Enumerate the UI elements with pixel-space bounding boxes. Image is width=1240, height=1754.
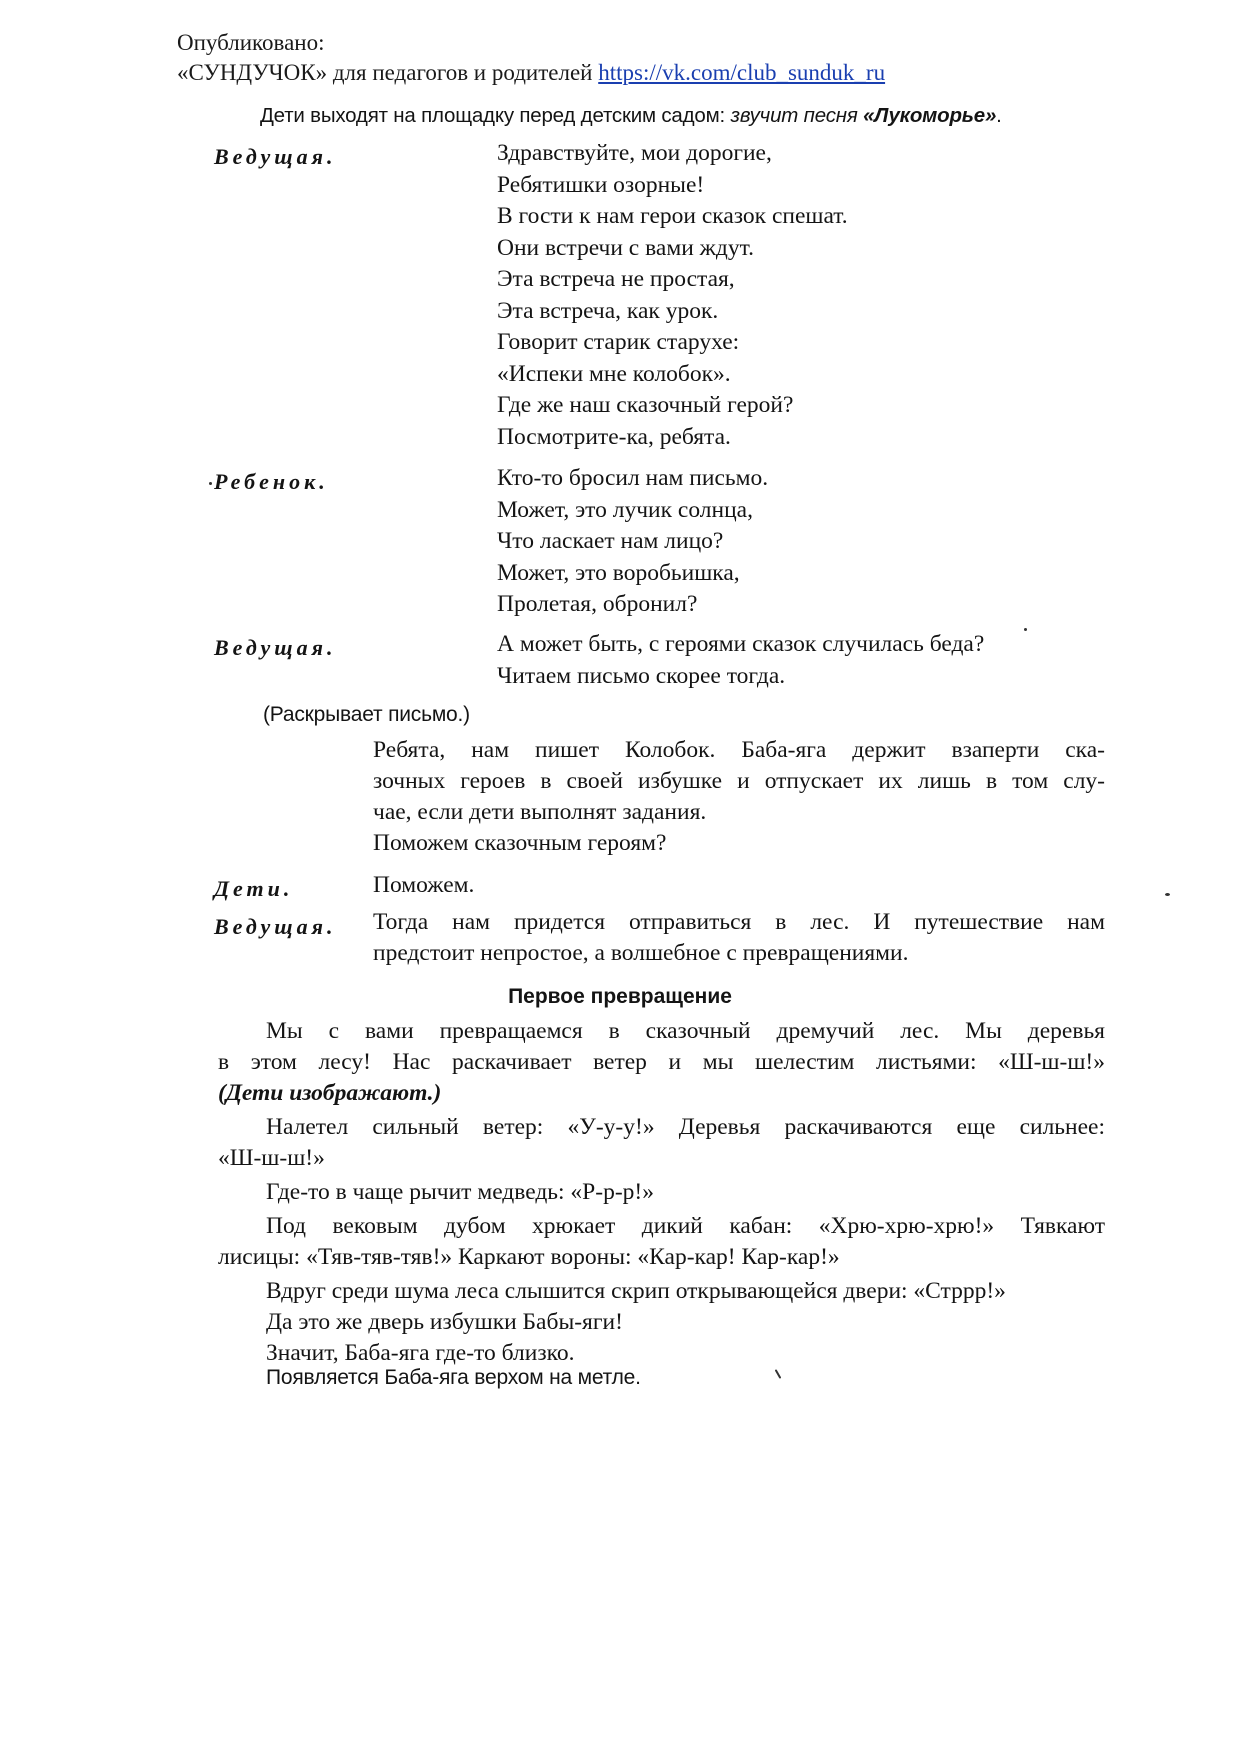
verse-line: Может, это воробьишка, [497,559,740,586]
prose-line: Да это же дверь избушки Бабы-яги! [266,1309,623,1335]
prose-line: Тогда нам придется отправиться в лес. И путешествие нам [373,909,1105,935]
prose-line: Где-то в чаще рычит медведь: «Р-р-р!» [266,1179,654,1205]
verse-line: Они встречи с вами ждут. [497,234,754,261]
children-reply: Поможем. [373,872,475,898]
prose-line: Вдруг среди шума леса слышится скрип открывающейся двери: «Стррр!» [266,1278,1006,1304]
verse-line: Пролетая, обронил? [497,591,698,617]
speaker-host-3: Ведущая. [214,914,337,939]
scan-speck [775,1369,782,1379]
verse-host-2 [497,629,984,692]
prose-line: Под вековым дубом хрюкает дикий кабан: «Хрю-хрю-хрю!» Тявкают [266,1213,1105,1239]
intro-text: Дети выходят на площадку перед детским садом: [260,104,731,127]
prose-line: предстоит непростое, а волшебное с превращениями. [373,940,909,966]
intro-italic: звучит песня [730,104,864,127]
verse-line: Где же наш сказочный герой? [497,392,794,418]
verse-line: Эта встреча, как урок. [497,297,719,324]
verse-line: Здравствуйте, мои дорогие, [497,140,772,166]
prose-line: «Ш-ш-ш!» [218,1145,325,1171]
verse-line: Может, это лучик солнца, [497,496,753,523]
published-label: Опубликовано: [177,30,325,55]
speaker-host-2: Ведущая. [214,635,337,660]
intro-end: . [996,104,1002,127]
verse-child [497,463,768,621]
speaker-children: Дети. [214,876,294,901]
scan-speck [1024,628,1027,631]
scan-speck [209,482,212,485]
intro-stage-direction [260,104,1002,128]
publisher-link[interactable]: https://vk.com/club_sunduk_ru [598,60,886,85]
verse-line: В гости к нам герои сказок спешат. [497,203,848,229]
verse-line: Ребятишки озорные! [497,171,705,198]
letter-text [373,735,1105,859]
verse-line: Кто-то бросил нам письмо. [497,465,769,491]
verse-line: Посмотрите-ка, ребята. [497,423,731,450]
letter-line: Поможем сказочным героям? [373,830,667,856]
prose-line: в этом лесу! Нас раскачивает ветер и мы шелестим листьями: «Ш-ш-ш!» [218,1049,1105,1075]
prose-line: Значит, Баба-яга где-то близко. [266,1340,575,1366]
verse-line: А может быть, с героями сказок случилась беда? [497,631,985,657]
verse-line: Читаем письмо скорее тогда. [497,662,786,689]
speaker-host-1: Ведущая. [214,144,337,169]
section-heading: Первое превращение [508,985,732,1008]
host-reply-3 [373,907,1105,969]
letter-line: зочных героев в своей избушке и отпускает их лишь в том слу- [373,768,1105,794]
publisher-text: «СУНДУЧОК» для педагогов и родителей [177,60,599,85]
stage-direction-baba-yaga: Появляется Баба-яга верхом на метле. [266,1366,641,1389]
song-title: «Лукоморье» [863,104,997,127]
verse-line: «Испеки мне колобок». [497,360,731,387]
stage-direction-children-act: (Дети изображают.) [218,1080,442,1106]
speaker-child: Ребенок. [214,469,329,494]
verse-host-1 [497,138,848,453]
prose-line: Мы с вами превращаемся в сказочный дремучий лес. Мы деревья [266,1018,1105,1044]
prose-line: лисицы: «Тяв-тяв-тяв!» Каркают вороны: «Кар-кар! Кар-кар!» [218,1244,840,1270]
verse-line: Говорит старик старухе: [497,329,740,355]
stage-direction-open-letter: (Раскрывает письмо.) [263,703,470,726]
prose-line: Налетел сильный ветер: «У-у-у!» Деревья раскачиваются еще сильнее: [266,1114,1105,1140]
verse-line: Что ласкает нам лицо? [497,528,724,554]
publication-header [177,28,885,88]
verse-line: Эта встреча не простая, [497,266,735,292]
letter-line: Ребята, нам пишет Колобок. Баба-яга держит взаперти ска- [373,737,1105,763]
publisher-line [177,58,885,88]
section-body [218,1016,1105,1369]
letter-line: чае, если дети выполнят задания. [373,799,707,825]
scan-speck [1165,893,1170,896]
